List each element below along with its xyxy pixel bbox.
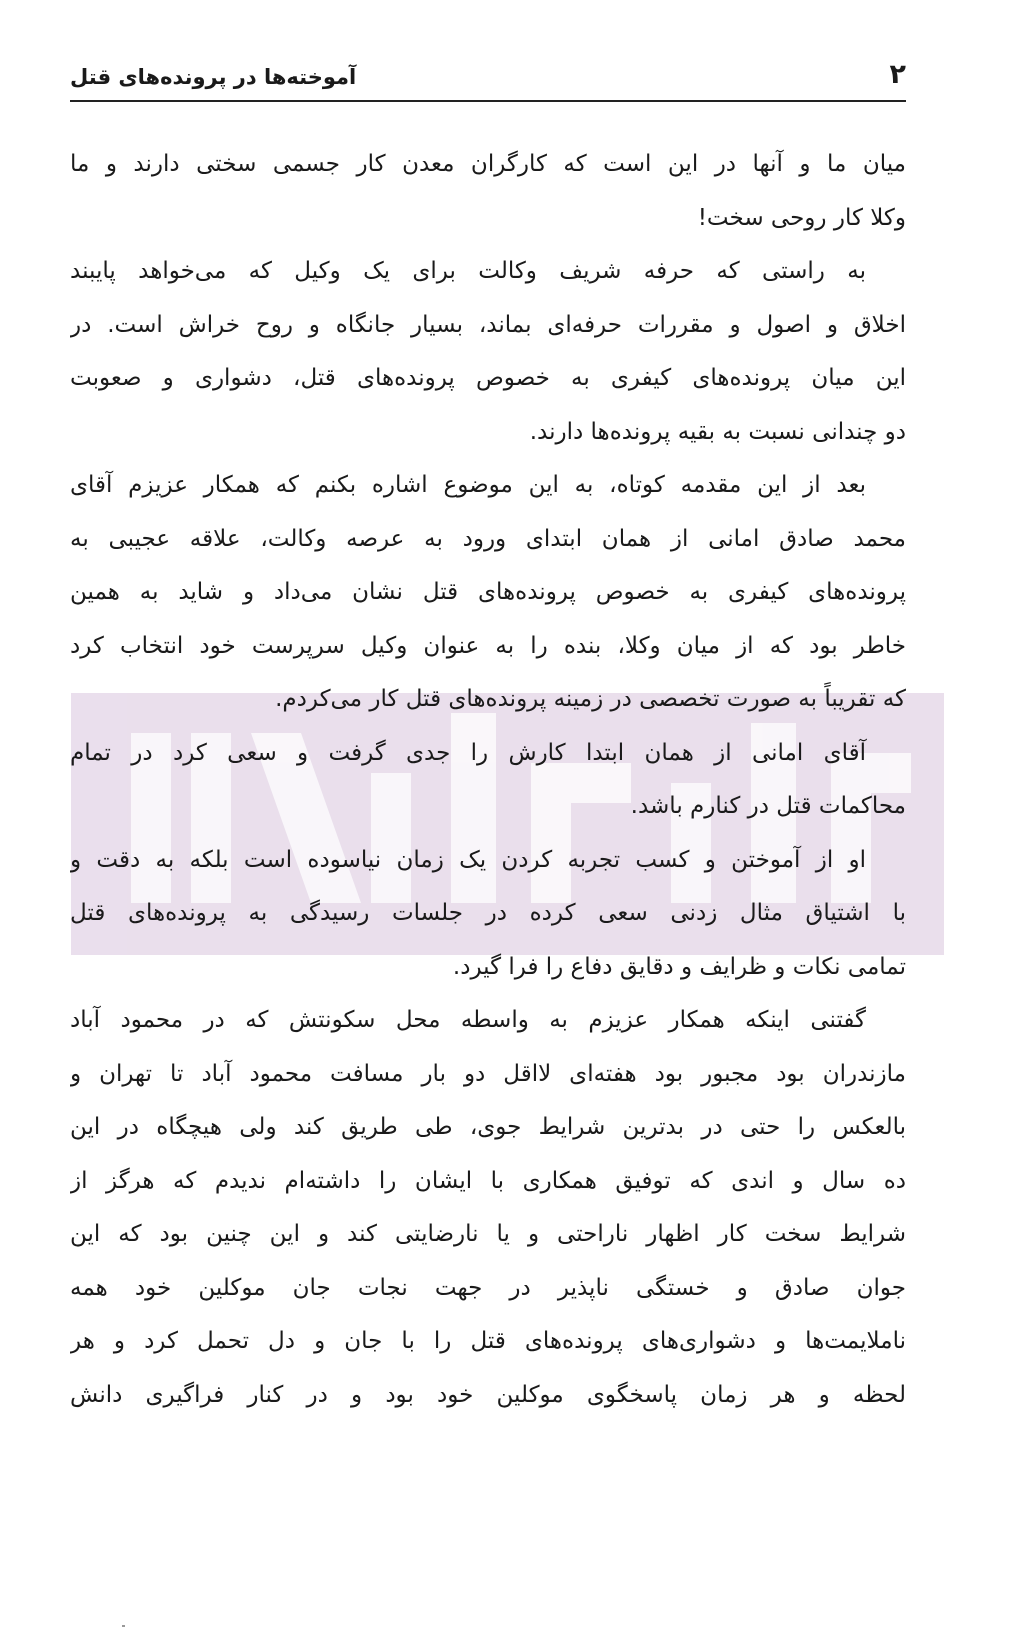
body-text [70, 138, 906, 1422]
running-title: آموخته‌ها در پرونده‌های قتل [70, 65, 357, 89]
text-line: تمامی نکات و ظرایف و دقایق دفاع را فرا گیرد. [452, 953, 906, 980]
text-line: بعد از این مقدمه کوتاه، به این موضوع اشاره بکنم که همکار عزیزم آقای [70, 472, 866, 498]
text-line: اخلاق و اصول و مقررات حرفه‌ای بماند، بسیار جانگاه و روح خراش است. در [70, 311, 906, 338]
text-line: مازندران بود مجبور بود هفته‌ای لااقل دو بار مسافت محمود آباد تا تهران و [70, 1060, 906, 1087]
text-line: محمد صادق امانی از همان ابتدای ورود به عرصه وکالت، علاقه عجیبی به [70, 525, 906, 552]
text-line: لحظه و هر زمان پاسخگوی موکلین خود بود و در کنار فراگیری دانش [70, 1381, 906, 1408]
page-header [70, 58, 906, 102]
text-line: او از آموختن و کسب تجربه کردن یک زمان نیاسوده است بلکه به دقت و [70, 846, 866, 873]
text-line: به راستی که حرفه شریف وکالت برای یک وکیل که می‌خواهد پایبند [70, 258, 866, 284]
text-line: گفتنی اینکه همکار عزیزم به واسطه محل سکونتش که در محمود آباد [70, 1007, 866, 1033]
text-line: دو چندانی نسبت به بقیه پرونده‌ها دارند. [529, 418, 906, 445]
text-line: محاکمات قتل در کنارم باشد. [630, 793, 906, 819]
text-line: شرایط سخت کار اظهار ناراحتی و یا نارضایتی کند و این چنین بود که این [70, 1221, 906, 1247]
text-line: وکلا کار روحی سخت! [697, 204, 906, 231]
text-line: خاطر بود که از میان وکلا، بنده را به عنوان وکیل سرپرست خود انتخاب کرد [70, 632, 906, 659]
text-line: این میان پرونده‌های کیفری به خصوص پرونده‌های قتل، دشواری و صعوبت [70, 365, 906, 391]
text-line: میان ما و آنها در این است که کارگران معدن کار جسمی سختی دارند و ما [70, 151, 906, 177]
text-line: پرونده‌های کیفری به خصوص پرونده‌های قتل نشان می‌داد و شاید به همین [70, 579, 906, 605]
text-line: ناملایمت‌ها و دشواری‌های پرونده‌های قتل را با جان و دل تحمل کرد و هر [70, 1328, 906, 1354]
text-line: بالعکس را حتی در بدترین شرایط جوی، طی طریق کند ولی هیچگاه در این [70, 1114, 906, 1140]
text-line: جوان صادق و خستگی ناپذیر در جهت نجات جان موکلین خود همه [70, 1274, 906, 1301]
text-line: که تقریباً به صورت تخصصی در زمینه پرونده‌های قتل کار می‌کردم. [275, 686, 906, 712]
text-line: آقای امانی از همان ابتدا کارش را جدی گرفت و سعی کرد در تمام [70, 739, 866, 766]
footer-mark [122, 1625, 125, 1627]
text-line: با اشتیاق مثال زدنی سعی کرده در جلسات رسیدگی به پرونده‌های قتل [70, 900, 906, 926]
page-number: ۲ [889, 59, 906, 90]
text-line: ده سال و اندی که توفیق همکاری با ایشان را داشته‌ام ندیدم که هرگز از [70, 1167, 906, 1194]
